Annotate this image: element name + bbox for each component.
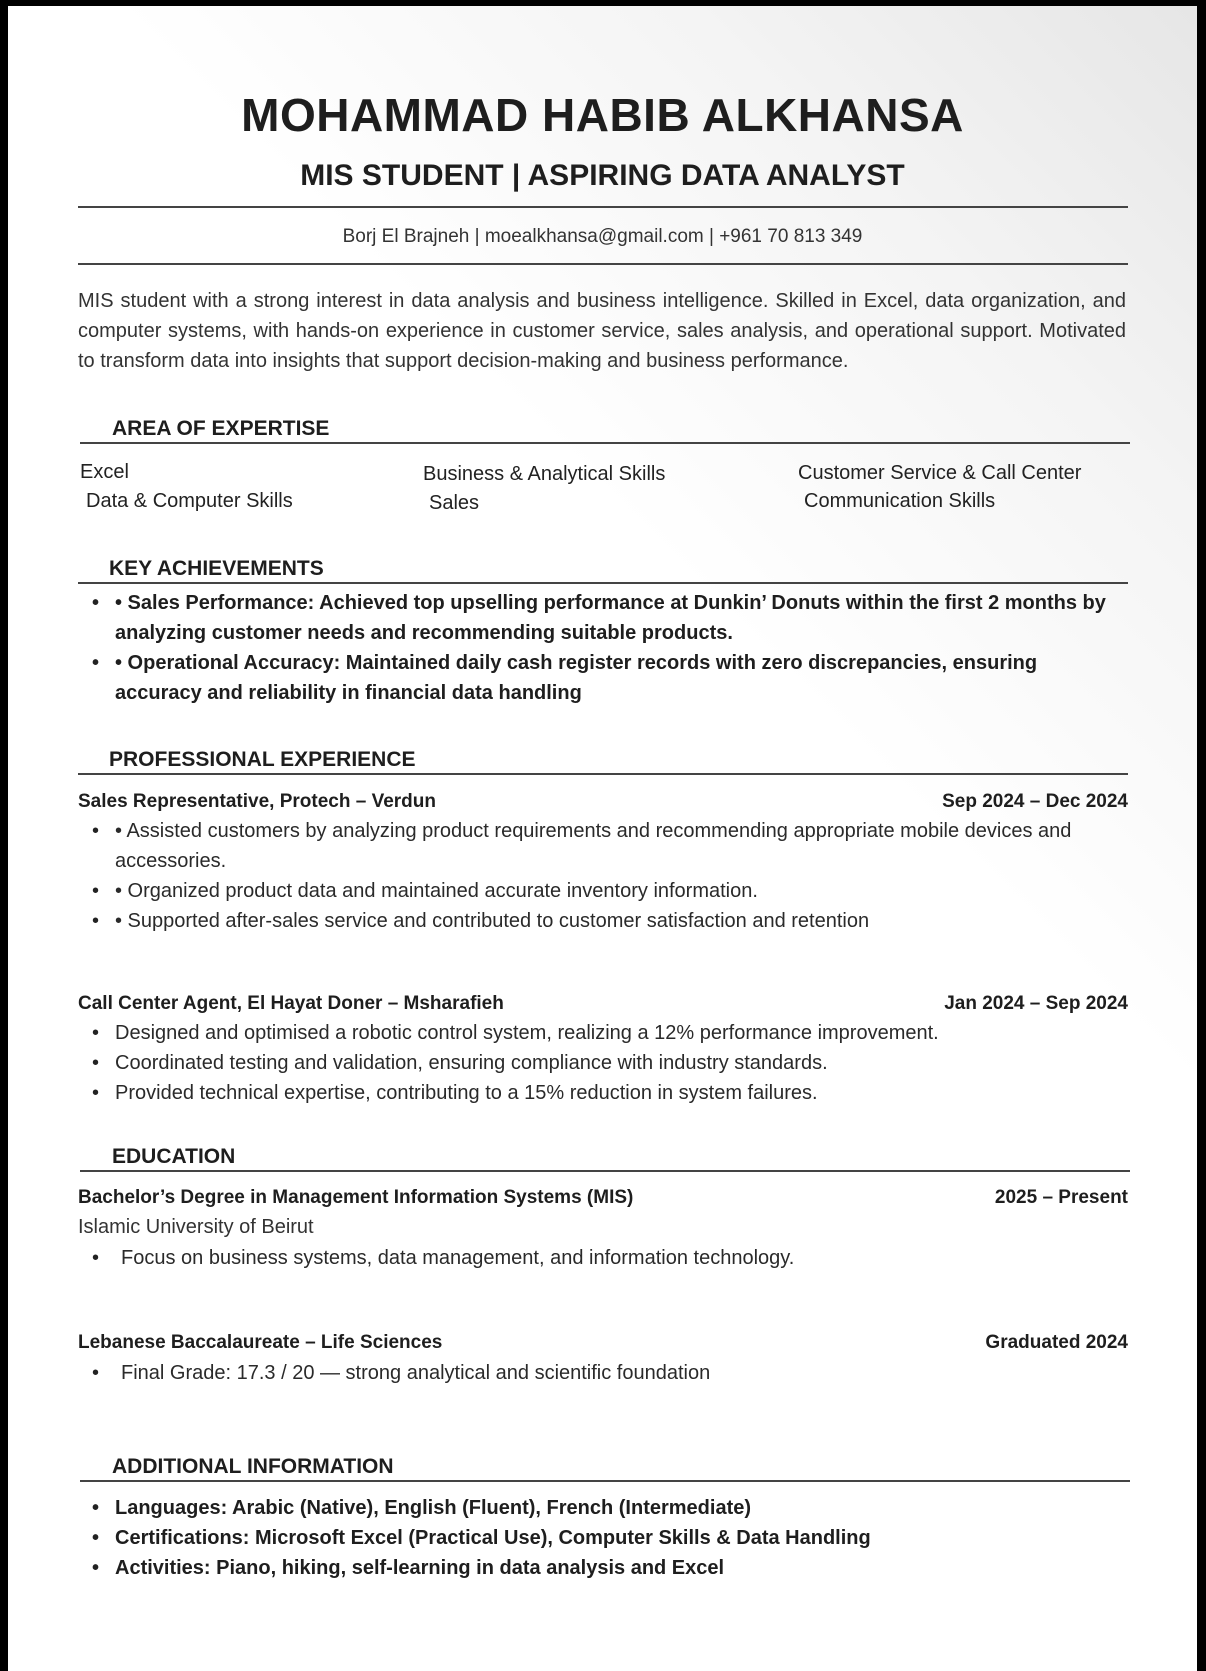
job-bullet: • • Organized product data and maintained accurate inventory information. [78,876,1078,906]
education-bullets [78,1358,1128,1388]
job-role: Sales Representative, Protech – Verdun [78,791,436,812]
school-name: Islamic University of Beirut [78,1216,314,1238]
education-bullet: • Final Grade: 17.3 / 20 — strong analytical and scientific foundation [78,1358,1128,1388]
section-title-additional: ADDITIONAL INFORMATION [112,1455,394,1478]
skill-item: Data & Computer Skills [86,490,293,512]
job-dates: Jan 2024 – Sep 2024 [944,993,1128,1014]
header-divider-top [78,206,1128,208]
degree-dates: 2025 – Present [994,1187,1128,1208]
additional-item-languages: • Languages: Arabic (Native), English (Fluent), French (Intermediate) [78,1493,1128,1523]
additional-list [78,1493,1128,1583]
job-role: Call Center Agent, El Hayat Doner – Msharafieh [78,993,504,1014]
job-bullet: • • Assisted customers by analyzing product requirements and recommending appropriate mobile devices and accessories. [78,816,1078,876]
skill-item: Excel [80,461,129,483]
achievement-item: • • Sales Performance: Achieved top upselling performance at Dunkin’ Donuts within the first 2 months by analyzing customer needs and recommending suitable products. [78,588,1128,648]
additional-item-certifications: • Certifications: Microsoft Excel (Practical Use), Computer Skills & Data Handling [78,1523,1128,1553]
degree-dates: Graduated 2024 [985,1332,1128,1353]
candidate-title: MIS STUDENT | ASPIRING DATA ANALYST [300,159,905,192]
job-bullet: • Coordinated testing and validation, ensuring compliance with industry standards. [78,1048,1128,1078]
section-title-expertise: AREA OF EXPERTISE [112,417,330,440]
degree-title: Lebanese Baccalaureate – Life Sciences [78,1332,443,1353]
section-divider-experience [78,773,1128,775]
job-bullets [78,1018,1128,1108]
contact-info: Borj El Brajneh | moealkhansa@gmail.com | +961 70 813 349 [342,226,863,247]
section-divider-additional [80,1480,1130,1482]
skill-item: Business & Analytical Skills [423,463,666,485]
resume-page [8,6,1197,1671]
education-bullets [78,1243,1128,1273]
education-bullet: • Focus on business systems, data management, and information technology. [78,1243,1128,1273]
section-title-experience: PROFESSIONAL EXPERIENCE [109,748,416,771]
header-divider-bottom [78,263,1128,265]
skill-item: Customer Service & Call Center [798,462,1082,484]
job-dates: Sep 2024 – Dec 2024 [942,791,1128,812]
achievements-list [78,588,1128,708]
job-bullets [78,816,1078,936]
skill-item: Communication Skills [804,490,996,512]
section-divider-education [80,1170,1130,1172]
additional-item-activities: • Activities: Piano, hiking, self-learning in data analysis and Excel [78,1553,1128,1583]
professional-summary: MIS student with a strong interest in data analysis and business intelligence. Skilled in Excel, data organization, and computer systems, with hands-on experience in customer service, sales analysis, and operational support. Motivated to transform data into insights that support decision-making and business performance. [78,290,1126,372]
job-bullet: • Provided technical expertise, contributing to a 15% reduction in system failures. [78,1078,1128,1108]
skill-item: Sales [429,492,480,514]
job-bullet: • Designed and optimised a robotic control system, realizing a 12% performance improvement. [78,1018,1128,1048]
degree-title: Bachelor’s Degree in Management Information Systems (MIS) [78,1187,634,1208]
candidate-name: MOHAMMAD HABIB ALKHANSA [241,89,964,141]
section-title-achievements: KEY ACHIEVEMENTS [109,557,324,580]
section-title-education: EDUCATION [112,1145,236,1168]
achievement-item: • • Operational Accuracy: Maintained daily cash register records with zero discrepancies, ensuring accuracy and reliability in financial data handling [78,648,1128,708]
section-divider-achievements [78,582,1128,584]
section-divider-expertise [80,442,1130,444]
job-bullet: • • Supported after-sales service and contributed to customer satisfaction and retention [78,906,1078,936]
